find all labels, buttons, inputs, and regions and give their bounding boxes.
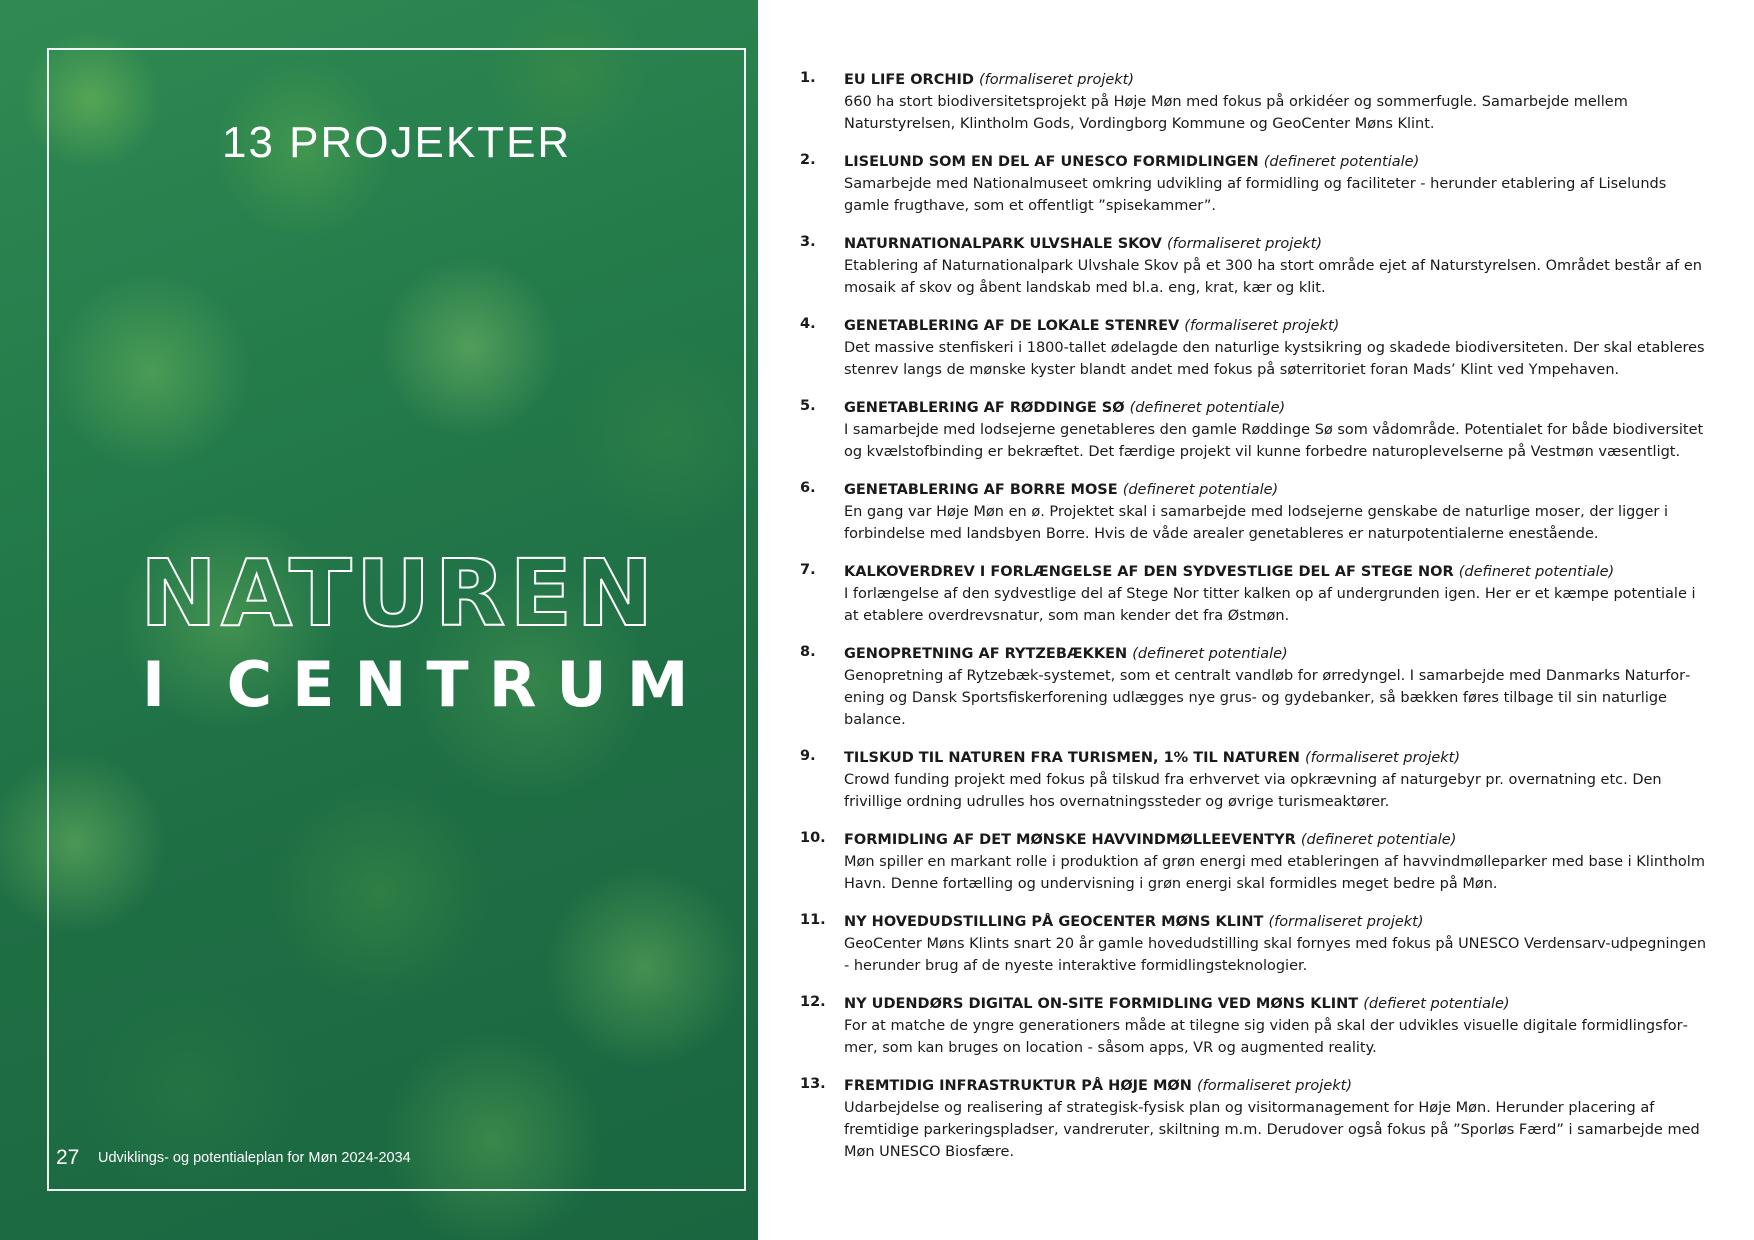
item-title: TILSKUD TIL NATUREN FRA TURISMEN, 1% TIL NATUREN [844, 750, 1300, 766]
footer-title: Udviklings- og potentialeplan for Møn 2024-2034 [98, 1150, 411, 1166]
item-heading [844, 644, 1712, 665]
item-status: (defieret potentiale) [1363, 996, 1510, 1012]
item-body [844, 234, 1712, 299]
item-status: (formaliseret projekt) [1166, 236, 1322, 252]
item-description: Etablering af Naturnationalpark Ulvshale Skov på et 300 ha stort område ejet af Naturstyrelsen. Området består af en mosaik af skov og åbent landskab med bl.a. eng, krat, kær og klit. [844, 258, 1702, 296]
item-description: Genopretning af Rytzebæk-systemet, som et centralt vandløb for ørredyngel. I samarbejde med Danmarks Naturforening og Dansk Sportsfiskerforening udlægges nye grus- og gydebanker, så bækken føres tilbage til sin naturlige balance. [844, 668, 1691, 728]
item-status: (formaliseret projekt) [1304, 750, 1461, 766]
projects-heading: 13 PROJEKTER [222, 118, 572, 167]
item-description: GeoCenter Møns Klints snart 20 år gamle hovedudstilling skal fornyes med fokus på UNESCO Verdensarv-udpegningen - herunder brug af de nyeste interaktive formidlingsteknologier. [844, 936, 1707, 974]
list-item [800, 1076, 1712, 1163]
item-title: FORMIDLING AF DET MØNSKE HAVVINDMØLLEEVENTYR [844, 832, 1296, 848]
item-status: (formaliseret projekt) [1268, 914, 1424, 930]
item-body [844, 644, 1712, 731]
item-body [844, 1076, 1712, 1163]
item-description: Crowd funding projekt med fokus på tilskud fra erhvervet via opkrævning af naturgebyr pr. overnatning etc. Den frivillige ordning udrulles hos overnatningssteder og øvrige turismeaktører. [844, 772, 1662, 810]
item-number: 4. [800, 316, 816, 332]
item-heading [844, 398, 1712, 419]
list-item [800, 644, 1712, 731]
item-heading [844, 912, 1712, 933]
item-body [844, 830, 1712, 895]
cover-photo-panel [0, 0, 758, 1240]
item-heading [844, 316, 1712, 337]
item-heading [844, 830, 1712, 851]
item-heading [844, 234, 1712, 255]
item-number: 12. [800, 994, 826, 1010]
item-body [844, 994, 1712, 1059]
item-title: FREMTIDIG INFRASTRUKTUR PÅ HØJE MØN [844, 1078, 1192, 1094]
list-item [800, 912, 1712, 977]
item-body [844, 480, 1712, 545]
item-heading [844, 1076, 1712, 1097]
item-title: GENETABLERING AF RØDDINGE SØ [844, 400, 1125, 416]
item-number: 8. [800, 644, 816, 660]
list-item [800, 480, 1712, 545]
item-body [844, 152, 1712, 217]
item-body [844, 70, 1712, 135]
item-number: 5. [800, 398, 816, 414]
list-item [800, 830, 1712, 895]
item-title: NY HOVEDUDSTILLING PÅ GEOCENTER MØNS KLINT [844, 914, 1264, 930]
list-item [800, 398, 1712, 463]
item-number: 7. [800, 562, 816, 578]
list-item [800, 70, 1712, 135]
list-item [800, 748, 1712, 813]
item-body [844, 398, 1712, 463]
item-number: 3. [800, 234, 816, 250]
item-number: 1. [800, 70, 816, 86]
item-heading [844, 994, 1712, 1015]
item-number: 11. [800, 912, 826, 928]
item-title: GENOPRETNING AF RYTZEBÆKKEN [844, 646, 1128, 662]
item-status: (defineret potentiale) [1300, 832, 1457, 848]
item-body [844, 748, 1712, 813]
item-heading [844, 70, 1712, 91]
item-number: 13. [800, 1076, 826, 1092]
item-description: I samarbejde med lodsejerne genetableres den gamle Røddinge Sø som vådområde. Potentialet for både biodiversitet og kvælstofbinding er bekræftet. Det færdige projekt vil kunne forbedre naturoplevelserne på Vestmøn væsentligt. [844, 422, 1704, 460]
item-title: LISELUND SOM EN DEL AF UNESCO FORMIDLINGEN [844, 154, 1259, 170]
item-heading [844, 480, 1712, 501]
item-description: 660 ha stort biodiversitetsprojekt på Høje Møn med fokus på orkidéer og sommerfugle. Samarbejde mellem Naturstyrelsen, Klintholm Gods, Vordingborg Kommune og GeoCenter Møns Klint. [844, 94, 1628, 132]
item-description: Møn spiller en markant rolle i produktion af grøn energi med etableringen af havvindmølleparker med base i Klintholm Havn. Denne fortælling og undervisning i grøn energi skal formidles meget bedre på Møn. [844, 854, 1705, 892]
item-title: KALKOVERDREV I FORLÆNGELSE AF DEN SYDVESTLIGE DEL AF STEGE NOR [844, 564, 1454, 580]
item-description: Udarbejdelse og realisering af strategisk-fysisk plan og visitormanagement for Høje Møn. Herunder placering af fremtidige parkeringspladser, vandreruter, skiltning m.m. Derudover også fokus på ”Sporløs Færd” i samarbejde med Møn UNESCO Biosfære. [844, 1100, 1700, 1160]
item-status: (formaliseret projekt) [978, 72, 1135, 88]
item-description: En gang var Høje Møn en ø. Projektet skal i samarbejde med lodsejerne genskabe de naturlige moser, der ligger i forbindelse med landsbyen Borre. Hvis de våde arealer genetableres er naturpotentialerne enestående. [844, 504, 1669, 542]
white-frame-right [744, 48, 746, 1191]
item-status: (formaliseret projekt) [1196, 1078, 1352, 1094]
list-item [800, 234, 1712, 299]
title-i-centrum: I CENTRUM [142, 648, 709, 721]
list-item [800, 152, 1712, 217]
page-number: 27 [56, 1146, 80, 1169]
item-title: EU LIFE ORCHID [844, 72, 974, 88]
item-description: Samarbejde med Nationalmuseet omkring udvikling af formidling og faciliteter - herunder etablering af Liselunds gamle frugthave, som et offentligt ”spisekammer”. [844, 176, 1667, 214]
list-item [800, 316, 1712, 381]
item-status: (defineret potentiale) [1458, 564, 1615, 580]
item-status: (defineret potentiale) [1132, 646, 1288, 662]
title-naturen: NATUREN [140, 540, 658, 647]
list-item [800, 562, 1712, 627]
item-description: Det massive stenfiskeri i 1800-tallet ødelagde den naturlige kystsikring og skadede biodiversiteten. Der skal etableres stenrev langs de mønske kyster blandt andet med fokus på søterritoriet foran Mads’ Klint ved Ympehaven. [844, 340, 1705, 378]
item-title: GENETABLERING AF BORRE MOSE [844, 482, 1118, 498]
item-status: (defineret potentiale) [1122, 482, 1279, 498]
item-number: 2. [800, 152, 816, 168]
item-heading [844, 562, 1712, 583]
item-description: I forlængelse af den sydvestlige del af Stege Nor titter kalken op af undergrunden igen. Her er et kæmpe potentiale i at etablere overdrevsnatur, som man kender det fra Østmøn. [844, 586, 1696, 624]
item-status: (formaliseret projekt) [1184, 318, 1340, 334]
project-list [800, 70, 1712, 1180]
item-title: GENETABLERING AF DE LOKALE STENREV [844, 318, 1180, 334]
item-heading [844, 748, 1712, 769]
item-heading [844, 152, 1712, 173]
item-body [844, 316, 1712, 381]
item-number: 6. [800, 480, 816, 496]
item-body [844, 912, 1712, 977]
item-number: 10. [800, 830, 826, 846]
item-status: (defineret potentiale) [1129, 400, 1286, 416]
item-title: NY UDENDØRS DIGITAL ON-SITE FORMIDLING VED MØNS KLINT [844, 996, 1359, 1012]
item-title: NATURNATIONALPARK ULVSHALE SKOV [844, 236, 1162, 252]
list-item [800, 994, 1712, 1059]
item-body [844, 562, 1712, 627]
item-description: For at matche de yngre generationers måde at tilegne sig viden på skal der udvikles visuelle digitale formidlingsformer, som kan bruges on location - såsom apps, VR og augmented reality. [844, 1018, 1688, 1056]
item-number: 9. [800, 748, 816, 764]
item-status: (defineret potentiale) [1263, 154, 1420, 170]
